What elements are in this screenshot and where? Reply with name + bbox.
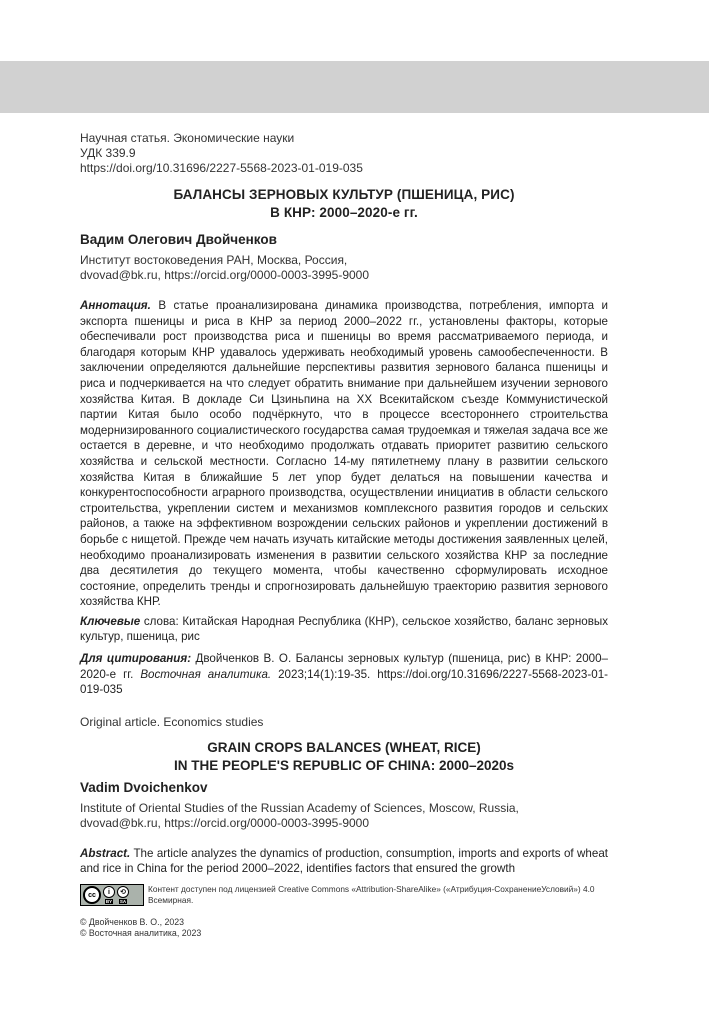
header-band	[0, 61, 709, 113]
title-en-line-2: IN THE PEOPLE'S REPUBLIC OF CHINA: 2000–2020s	[173, 757, 515, 773]
udc-code: УДК 339.9	[80, 146, 136, 160]
citation-ru-text: Двойченков В. О. Балансы зерновых культур (пшеница, рис) в КНР: 2000–2020-е гг.	[80, 652, 608, 681]
sa-sharealike	[117, 886, 129, 904]
copyright-author: © Двойченков В. О., 2023	[80, 917, 185, 928]
article-type: Научная статья. Экономические науки	[80, 131, 295, 145]
copyright	[80, 917, 608, 938]
citation-ru	[80, 651, 608, 698]
abstract-en-text: The article analyzes the dynamics of production, consumption, imports and exports of wheat and rice in China for the period 2000–2022, identifies factors that ensured the growth	[80, 846, 608, 876]
by-label: BY	[105, 899, 113, 905]
title-en-line-1: GRAIN CROPS BALANCES (WHEAT, RICE)	[207, 739, 481, 755]
author-affiliation-ru	[80, 253, 608, 283]
article-title-ru	[80, 186, 608, 222]
contacts-en[interactable]: dvovad@bk.ru, https://orcid.org/0000-0003-3995-9000	[80, 815, 370, 830]
by-attribution	[103, 886, 115, 904]
citation-ru-label: Для цитирования:	[80, 652, 192, 666]
doi-link[interactable]: https://doi.org/10.31696/2227-5568-2023-01-019-035	[80, 161, 363, 175]
author-affiliation-en	[80, 801, 608, 831]
abstract-ru	[80, 298, 608, 610]
keywords-ru	[80, 614, 608, 645]
abstract-ru-text: В статье проанализирована динамика производства, потребления, импорта и экспорта пшеницы и риса в КНР за период 2000–2022 гг., установлены факторы, которые обеспечивали рост производства риса и пшеницы во время рассматриваемого периода, и благодаря которым КНР удавалось удерживать необходимый уровень самообеспеченности. В заключении определяются дальнейшие перспективы развития зернового баланса пшеницы и риса и подчеркивается на что следует обратить внимание при дальнейшем изучении зернового хозяйства Китая. В докладе Си Цзиньпина на XX Всекитайском съезде Коммунистической партии Китая было особо подчёркнуто, что в процессе всестороннего строительства модернизированного социалистического государства самая трудоемкая и тяжелая задача все же остается в деревне, и что необходимо продолжать отдавать приоритет развитию сельского хозяйства и сельской местности. Согласно 14-му пятилетнему плану в развитии сельского хозяйства Китая в ближайшие 5 лет упор будет делаться на повышении качества и конкурентоспособности аграрного производства, осуществлении инициатив в области сельского строительства, укреплении систем и механизмов комплексного развития городов и сельских районов, а также на эффективном возрождении сельских районов и укреплении достижений в борьбе с нищетой. Прежде чем начать изучать китайские методы достижения заявленных целей, необходимо проанализировать изменения в развитии сельского хозяйства КНР за последние два десятилетия до текущего момента, чтобы качественно сформулировать исходное состояние, определить тренды и спрогнозировать дальнейшую траекторию развития зернового хозяйства КНР.	[80, 299, 608, 609]
license-block	[80, 884, 608, 906]
title-ru-line-2: В КНР: 2000–2020-е гг.	[270, 205, 418, 220]
affiliation-ru: Институт востоковедения РАН, Москва, Россия,	[80, 253, 348, 267]
article-first-page	[80, 131, 608, 938]
cc-by-sa-badge[interactable]	[80, 884, 144, 906]
share-alike-icon: ⟲	[117, 886, 129, 898]
cc-icon: cc	[83, 886, 101, 904]
attribution-person-icon: i	[103, 886, 115, 898]
license-text: Контент доступен под лицензией Creative Commons «Attribution-ShareAlike» («Атрибуция-СохранениеУсловий») 4.0 Всемирная.	[148, 884, 595, 905]
title-ru-line-1: БАЛАНСЫ ЗЕРНОВЫХ КУЛЬТУР (ПШЕНИЦА, РИС)	[173, 187, 515, 202]
affiliation-en: Institute of Oriental Studies of the Russian Academy of Sciences, Moscow, Russia,	[80, 800, 519, 815]
abstract-ru-label: Аннотация.	[80, 299, 151, 312]
author-name-ru: Вадим Олегович Двойченков	[80, 232, 277, 247]
abstract-en-label: Abstract.	[80, 846, 131, 860]
author-name-en: Vadim Dvoichenkov	[80, 779, 208, 795]
copyright-journal: © Восточная аналитика, 2023	[80, 927, 202, 938]
contacts-ru[interactable]: dvovad@bk.ru, https://orcid.org/0000-0003-3995-9000	[80, 268, 370, 282]
article-type-en: Original article. Economics studies	[80, 714, 264, 729]
keywords-ru-label: Ключевые	[80, 614, 141, 628]
article-title-en	[80, 739, 608, 775]
citation-ru-journal: Восточная аналитика.	[140, 667, 272, 681]
sa-label: SA	[119, 899, 127, 905]
citation-ru-tail[interactable]: 2023;14(1):19-35. https://doi.org/10.31696/2227-5568-2023-01-019-035	[80, 667, 608, 697]
article-meta	[80, 131, 608, 176]
keywords-ru-text: слова: Китайская Народная Республика (КНР), сельское хозяйство, баланс зерновых культур, пшеница, рис	[80, 614, 608, 644]
abstract-en	[80, 846, 608, 877]
